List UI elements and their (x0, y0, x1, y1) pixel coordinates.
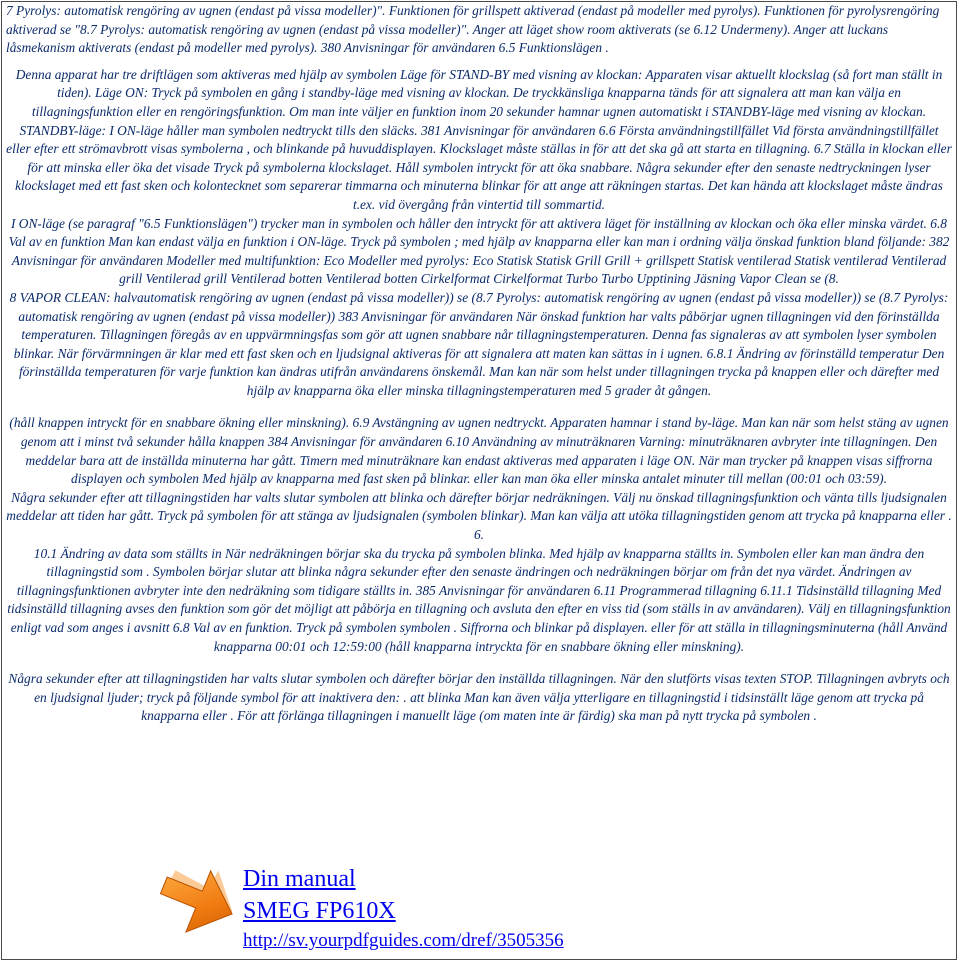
model-link[interactable]: SMEG FP610X (243, 898, 396, 924)
paragraph: 10.1 Ändring av data som ställts in När nedräkningen börjar ska du trycka på symbolen blinka. Med hjälp av knapparna ställts in. Symbolen eller kan man ändra den tillagningstid som . Symbolen börjar slutar att blinka några sekunder efter den senaste ändringen och nedräkningen börjar om från det nya värdet. Ändringen av tillagningsfunktionen avbryter inte den nedräkning som tidigare ställts in. 385 Anvisningar för användaren 6.11 Programmerad tillagning 6.11.1 Tidsinställd tillagning Med tidsinställd tillagning avses den funktion som gör det möjligt att påbörja en tillagning och avsluta den efter en viss tid (som ställs in av användaren). Välj en tillagningsfunktion enligt vad som anges i avsnitt 6.8 Val av en funktion. Tryck på symbolen symbolen . Siffrorna och blinkar på displayen. eller för att ställa in tillagningsminuterna (håll Använd knapparna 00:01 och 12:59:00 (håll knapparna intryckta för en snabbare ökning eller minskning). (7, 545, 951, 654)
document-body (6, 2, 952, 726)
paragraph: 7 Pyrolys: automatisk rengöring av ugnen (endast på vissa modeller)". Funktionen för grillspett aktiverad (endast på modeller med pyrolys). Funktionen för pyrolysrengöring aktiverad se "8.7 Pyrolys: automatisk rengöring av ugnen (endast på vissa modeller)". Anger att läget show room aktiverats (se 6.12 Undermeny). Anger att luckans låsmekanism aktiverats (endast på modeller med pyrolys). 380 Anvisningar för användaren 6.5 Funktionslägen . (6, 3, 940, 56)
orange-arrow-icon (156, 860, 238, 946)
paragraph: Denna apparat har tre driftlägen som aktiveras med hjälp av symbolen Läge för STAND-BY med visning av klockan: Apparaten visar aktuellt klockslag (så fort man ställt in tiden). Läge ON: Tryck på symbolen en gång i standby-läge med visning av klockan. De tryckkänsliga knapparna tänds för att signalera att man kan välja en tillagningsfunktion eller en rengöringsfunktion. Om man inte väljer en funktion inom 20 sekunder hamnar ugnen automatiskt i STANDBY-läge med visning av klockan. STANDBY-läge: I ON-läge håller man symbolen nedtryckt tills den släcks. 381 Anvisningar för användaren 6.6 Första användningstillfället Vid första användningstillfället eller efter ett strömavbrott visas symbolerna , och blinkande på huvuddisplayen. Klockslaget måste ställas in för att det ska gå att starta en tillagning. 6.7 Ställa in klockan eller för att minska eller öka det visade Tryck på symbolerna klockslaget. Håll symbolen intryckt för att öka snabbare. Några sekunder efter den senaste nedtryckningen lyser klockslaget med ett fast sken och kolontecknet som separerar timmarna och minuterna blinkar för att ange att räkningen startas. Det kan hända att klockslaget måste ändras t.ex. vid övergång från vintertid till sommartid. (6, 66, 952, 212)
manual-link[interactable]: Din manual (243, 866, 356, 892)
paragraph: Några sekunder efter att tillagningstiden har valts slutar symbolen och därefter börjar den inställda tillagningen. När den slutförts visas texten STOP. Tillagningen avbryts och en ljudsignal ljuder; tryck på följande symbol för att inaktivera den: . att blinka Man kan även välja ytterligare en tillagningstid i tidsinställt läge genom att trycka på knapparna eller . För att förlänga tillagningen i manuellt läge (om maten inte är färdig) ska man på nytt trycka på symbolen . (8, 671, 950, 724)
paragraph: I ON-läge (se paragraf "6.5 Funktionslägen") trycker man in symbolen och håller den intryckt för att aktivera läget för inställning av klockan och öka eller minska värdet. 6.8 Val av en funktion Man kan endast välja en funktion i ON-läge. Tryck på symbolen ; med hjälp av knapparna eller kan man i ordning välja önskad funktion bland följande: 382 Anvisningar för användaren Modeller med multifunktion: Eco Modeller med pyrolys: Eco Statisk Statisk Grill Grill + grillspett Statisk ventilerad Statisk ventilerad Ventilerad grill Ventilerad grill Ventilerad botten Ventilerad botten Cirkelformat Cirkelformat Turbo Turbo Upptining Jäsning Vapor Clean se (8. (8, 215, 950, 287)
paragraph: (håll knappen intryckt för en snabbare ökning eller minskning). 6.9 Avstängning av ugnen nedtryckt. Apparaten hamnar i stand by-läge. Man kan när som helst stäng av ugnen genom att i minst två sekunder hålla knappen 384 Anvisningar för användaren 6.10 Användning av minuträknaren Varning: minuträknaren avbryter inte tillagningen. Den meddelar bara att de inställda minuterna har gått. Timern med minuträknare kan endast aktiveras med apparaten i läge ON. När man trycker på knappen visas siffrorna displayen och symbolen Med hjälp av knapparna med fast sken på blinkar. eller kan man öka eller minska antalet minuter till mellan (00:01 och 03:59). (9, 415, 949, 487)
paragraph: Några sekunder efter att tillagningstiden har valts slutar symbolen att blinka och därefter börjar nedräkningen. Välj nu önskad tillagningsfunktion och vänta tills ljudsignalen meddelar att tiden har gått. Tryck på symbolen för att stänga av ljudsignalen (symbolen blinkar). Man kan välja att utöka tillagningstiden genom att trycka på knapparna eller . 6. (6, 489, 952, 543)
footer-links (243, 864, 564, 953)
footer (150, 860, 650, 956)
url-link[interactable]: http://sv.yourpdfguides.com/dref/3505356 (243, 930, 564, 951)
paragraph: 8 VAPOR CLEAN: halvautomatisk rengöring av ugnen (endast på vissa modeller)) se (8.7 Pyrolys: automatisk rengöring av ugnen (endast på vissa modeller)) se (8.7 Pyrolys: automatisk rengöring av ugnen (endast på vissa modeller)) 383 Anvisningar för användaren När önskad funktion har valts påbörjar ugnen tillagningen vid den förinställda temperaturen. Tillagningen föregås av en uppvärmningsfas som gör att ugnen snabbare når tillagningstemperaturen. Denna fas signaleras av att symbolen lyser symbolen blinkar. När förvärmningen är klar med ett fast sken och en ljudsignal aktiveras för att signalera att maten kan sättas in i ugnen. 6.8.1 Ändring av förinställd temperatur Den förinställda temperaturen för varje funktion kan ändras utifrån användarens önskemål. Man kan när som helst under tillagningen trycka på knappen eller och därefter med hjälp av knapparna öka eller minska tillagningstemperaturen med 5 grader åt gången. (9, 289, 949, 398)
